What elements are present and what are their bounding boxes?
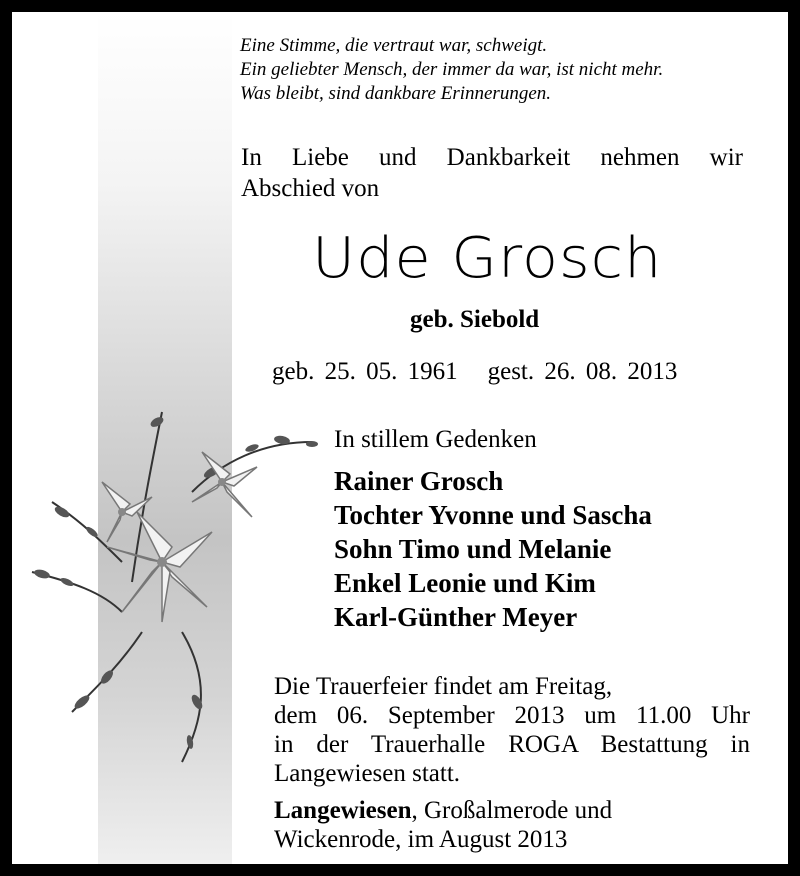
funeral-service-notice bbox=[274, 672, 750, 788]
mourner-name: Karl-Günther Meyer bbox=[334, 602, 578, 632]
mourner-name: Tochter Yvonne und Sascha bbox=[334, 500, 652, 530]
mourner-name: Sohn Timo und Melanie bbox=[334, 534, 612, 564]
service-line: dem 06. September 2013 um 11.00 Uhr bbox=[274, 702, 750, 729]
service-line: Die Trauerfeier findet am Freitag, bbox=[274, 673, 613, 700]
obituary-card bbox=[12, 12, 788, 864]
life-dates bbox=[272, 358, 677, 386]
mourner-name: Enkel Leonie und Kim bbox=[334, 568, 596, 598]
service-line: in der Trauerhalle ROGA Bestattung in bbox=[274, 731, 750, 758]
motto-line: Eine Stimme, die vertraut war, schweigt. bbox=[240, 35, 548, 56]
death-date: gest. 26. 08. 2013 bbox=[487, 358, 678, 385]
mourner-name: Rainer Grosch bbox=[334, 466, 504, 496]
mourners-heading: In stillem Gedenken bbox=[334, 426, 537, 453]
service-line: Langewiesen statt. bbox=[274, 760, 461, 787]
place-and-date bbox=[274, 796, 674, 854]
deceased-name: Ude Grosch bbox=[312, 226, 663, 291]
mourners-list bbox=[334, 464, 652, 634]
motto-line: Was bleibt, sind dankbare Erinnerungen. bbox=[240, 83, 552, 104]
intro-line: In Liebe und Dankbarkeit nehmen wir bbox=[241, 144, 743, 171]
intro-line: Abschied von bbox=[241, 175, 380, 202]
place-town: Langewiesen bbox=[274, 797, 412, 824]
farewell-intro bbox=[241, 142, 743, 204]
place-line: Wickenrode, im August 2013 bbox=[274, 826, 568, 853]
place-rest: , Großalmerode und bbox=[411, 797, 613, 824]
motto-verse bbox=[240, 34, 663, 106]
motto-line: Ein geliebter Mensch, der immer da war, ist nicht mehr. bbox=[240, 59, 664, 80]
maiden-name: geb. Siebold bbox=[410, 306, 540, 333]
birth-date: geb. 25. 05. 1961 bbox=[272, 358, 458, 385]
